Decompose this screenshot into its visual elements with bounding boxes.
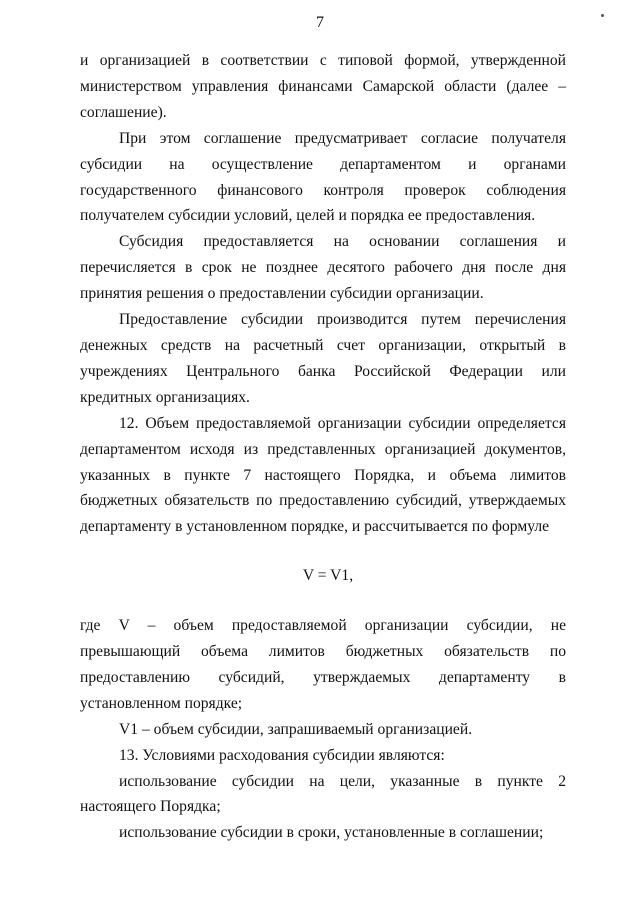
paragraph-agreement-continuation: и организацией в соответствии с типовой формой, утвержденной министерством управления финансами Самарской области (далее – соглашение).	[80, 52, 566, 121]
document-body	[80, 48, 566, 846]
paragraph-item-13: 13. Условиями расходования субсидии являются:	[119, 746, 445, 764]
formula: V = V1,	[302, 567, 354, 585]
paragraph-condition-purpose: использование субсидии на цели, указанные в пункте 2 настоящего Порядка;	[80, 772, 566, 816]
paragraph-item-12: 12. Объем предоставляемой организации субсидии определяется департаментом исходя из представленных организацией документов, указанных в пункте 7 настоящего Порядка, и объема лимитов бюджетных обязательств по предоставлению субсидий, утверждаемых департаменту в установленном порядке, и рассчитывается по формуле	[80, 414, 566, 536]
paragraph-payment-method: Предоставление субсидии производится путем перечисления денежных средств на расчетный счет организации, открытый в учреждениях Центрального банка Российской Федерации или кредитных организациях.	[80, 311, 566, 406]
paragraph-consent: При этом соглашение предусматривает согласие получателя субсидии на осуществление департаментом и органами государственного финансового контроля проверок соблюдения получателем субсидии условий, целей и порядка ее предоставления.	[80, 129, 566, 225]
paragraph-where-v: где V – объем предоставляемой организации субсидии, не превышающий объема лимитов бюджетных обязательств по предоставлению субсидий, утверждаемых департаменту в установленном порядке;	[80, 617, 566, 712]
paragraph-v1-definition: V1 – объем субсидии, запрашиваемый организацией.	[119, 720, 473, 738]
paragraph-condition-terms: использование субсидии в сроки, установленные в соглашении;	[119, 824, 544, 842]
scan-speck	[601, 14, 604, 17]
paragraph-subsidy-transfer: Субсидия предоставляется на основании соглашения и перечисляется в срок не позднее десятого рабочего дня после дня принятия решения о предоставлении субсидии организации.	[80, 233, 566, 303]
page-number: 7	[316, 14, 324, 31]
